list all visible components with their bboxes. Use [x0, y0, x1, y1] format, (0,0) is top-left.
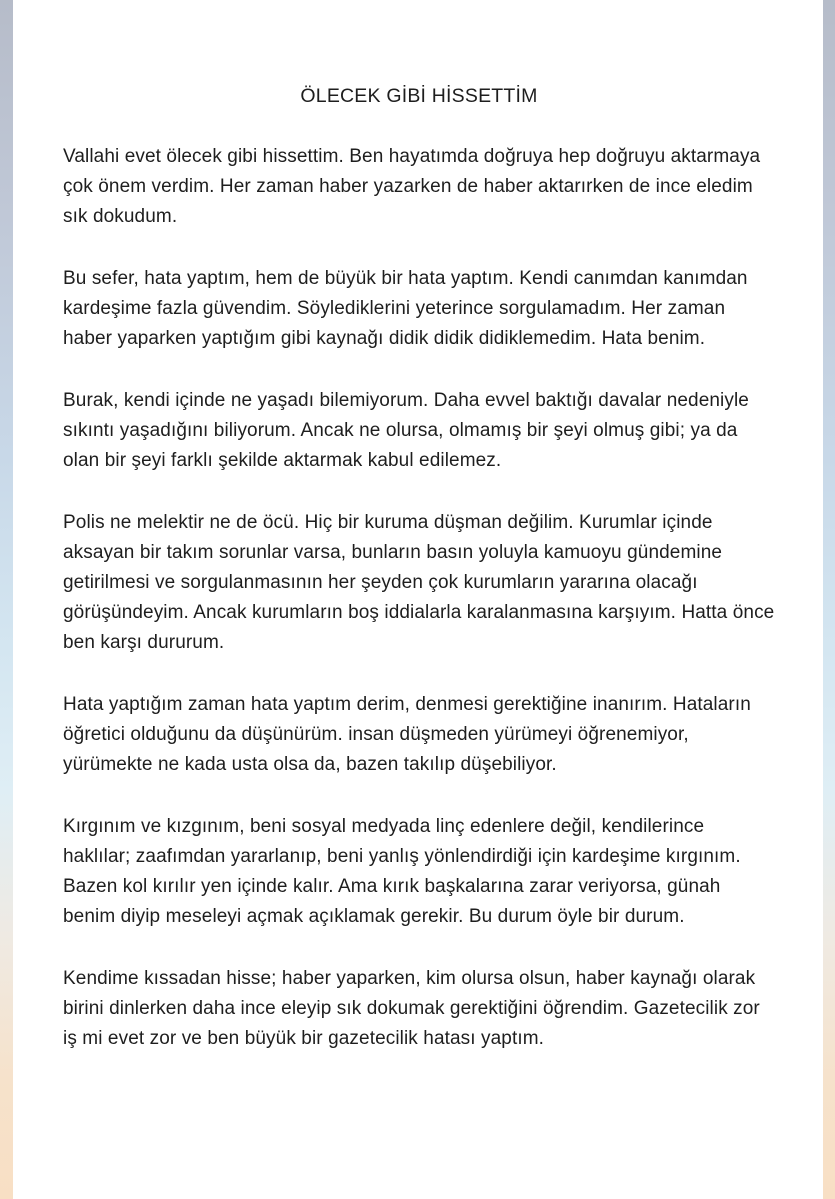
paragraph: Burak, kendi içinde ne yaşadı bilemiyorum. Daha evvel baktığı davalar nedeniyle sıkıntı yaşadığını biliyorum. Ancak ne olursa, olmamış bir şeyi olmuş gibi; ya da olan bir şeyi farklı şekilde aktarmak kabul edilemez.	[63, 390, 749, 471]
paragraph: Bu sefer, hata yaptım, hem de büyük bir hata yaptım. Kendi canımdan kanımdan kardeşime fazla güvendim. Söylediklerini yeterince sorgulamadım. Her zaman haber yaparken yaptığım gibi kaynağı didik didik didiklemedim. Hata benim.	[63, 268, 748, 349]
note-card	[13, 0, 823, 1199]
paragraph: Hata yaptığım zaman hata yaptım derim, denmesi gerektiğine inanırım. Hataların öğretici olduğunu da düşünürüm. insan düşmeden yürümeyi öğrenemiyor, yürümekte ne kada usta olsa da, bazen takılıp düşebiliyor.	[63, 694, 751, 775]
paragraph: Kırgınım ve kızgınım, beni sosyal medyada linç edenlere değil, kendilerince haklılar; zaafımdan yararlanıp, beni yanlış yönlendirdiği için kardeşime kırgınım. Bazen kol kırılır yen içinde kalır. Ama kırık başkalarına zarar veriyorsa, günah benim diyip meseleyi açmak açıklamak gerekir. Bu durum öyle bir durum.	[63, 816, 741, 927]
paragraph: Vallahi evet ölecek gibi hissettim. Ben hayatımda doğruya hep doğruyu aktarmaya çok önem verdim. Her zaman haber yazarken de haber aktarırken de ince eledim sık dokudum.	[63, 146, 761, 227]
paragraph: Polis ne melektir ne de öcü. Hiç bir kuruma düşman değilim. Kurumlar içinde aksayan bir takım sorunlar varsa, bunların basın yoluyla kamuoyu gündemine getirilmesi ve sorgulanmasının her şeyden çok kurumların yararına olacağı görüşündeyim. Ancak kurumların boş iddialarla karalanmasına karşıyım. Hatta önce ben karşı dururum.	[63, 512, 775, 653]
page-title: ÖLECEK GİBİ HİSSETTİM	[300, 85, 538, 107]
paragraph: Kendime kıssadan hisse; haber yaparken, kim olursa olsun, haber kaynağı olarak birini dinlerken daha ince eleyip sık dokumak gerektiğini öğrendim. Gazetecilik zor iş mi evet zor ve ben büyük bir gazetecilik hatası yaptım.	[63, 968, 760, 1049]
